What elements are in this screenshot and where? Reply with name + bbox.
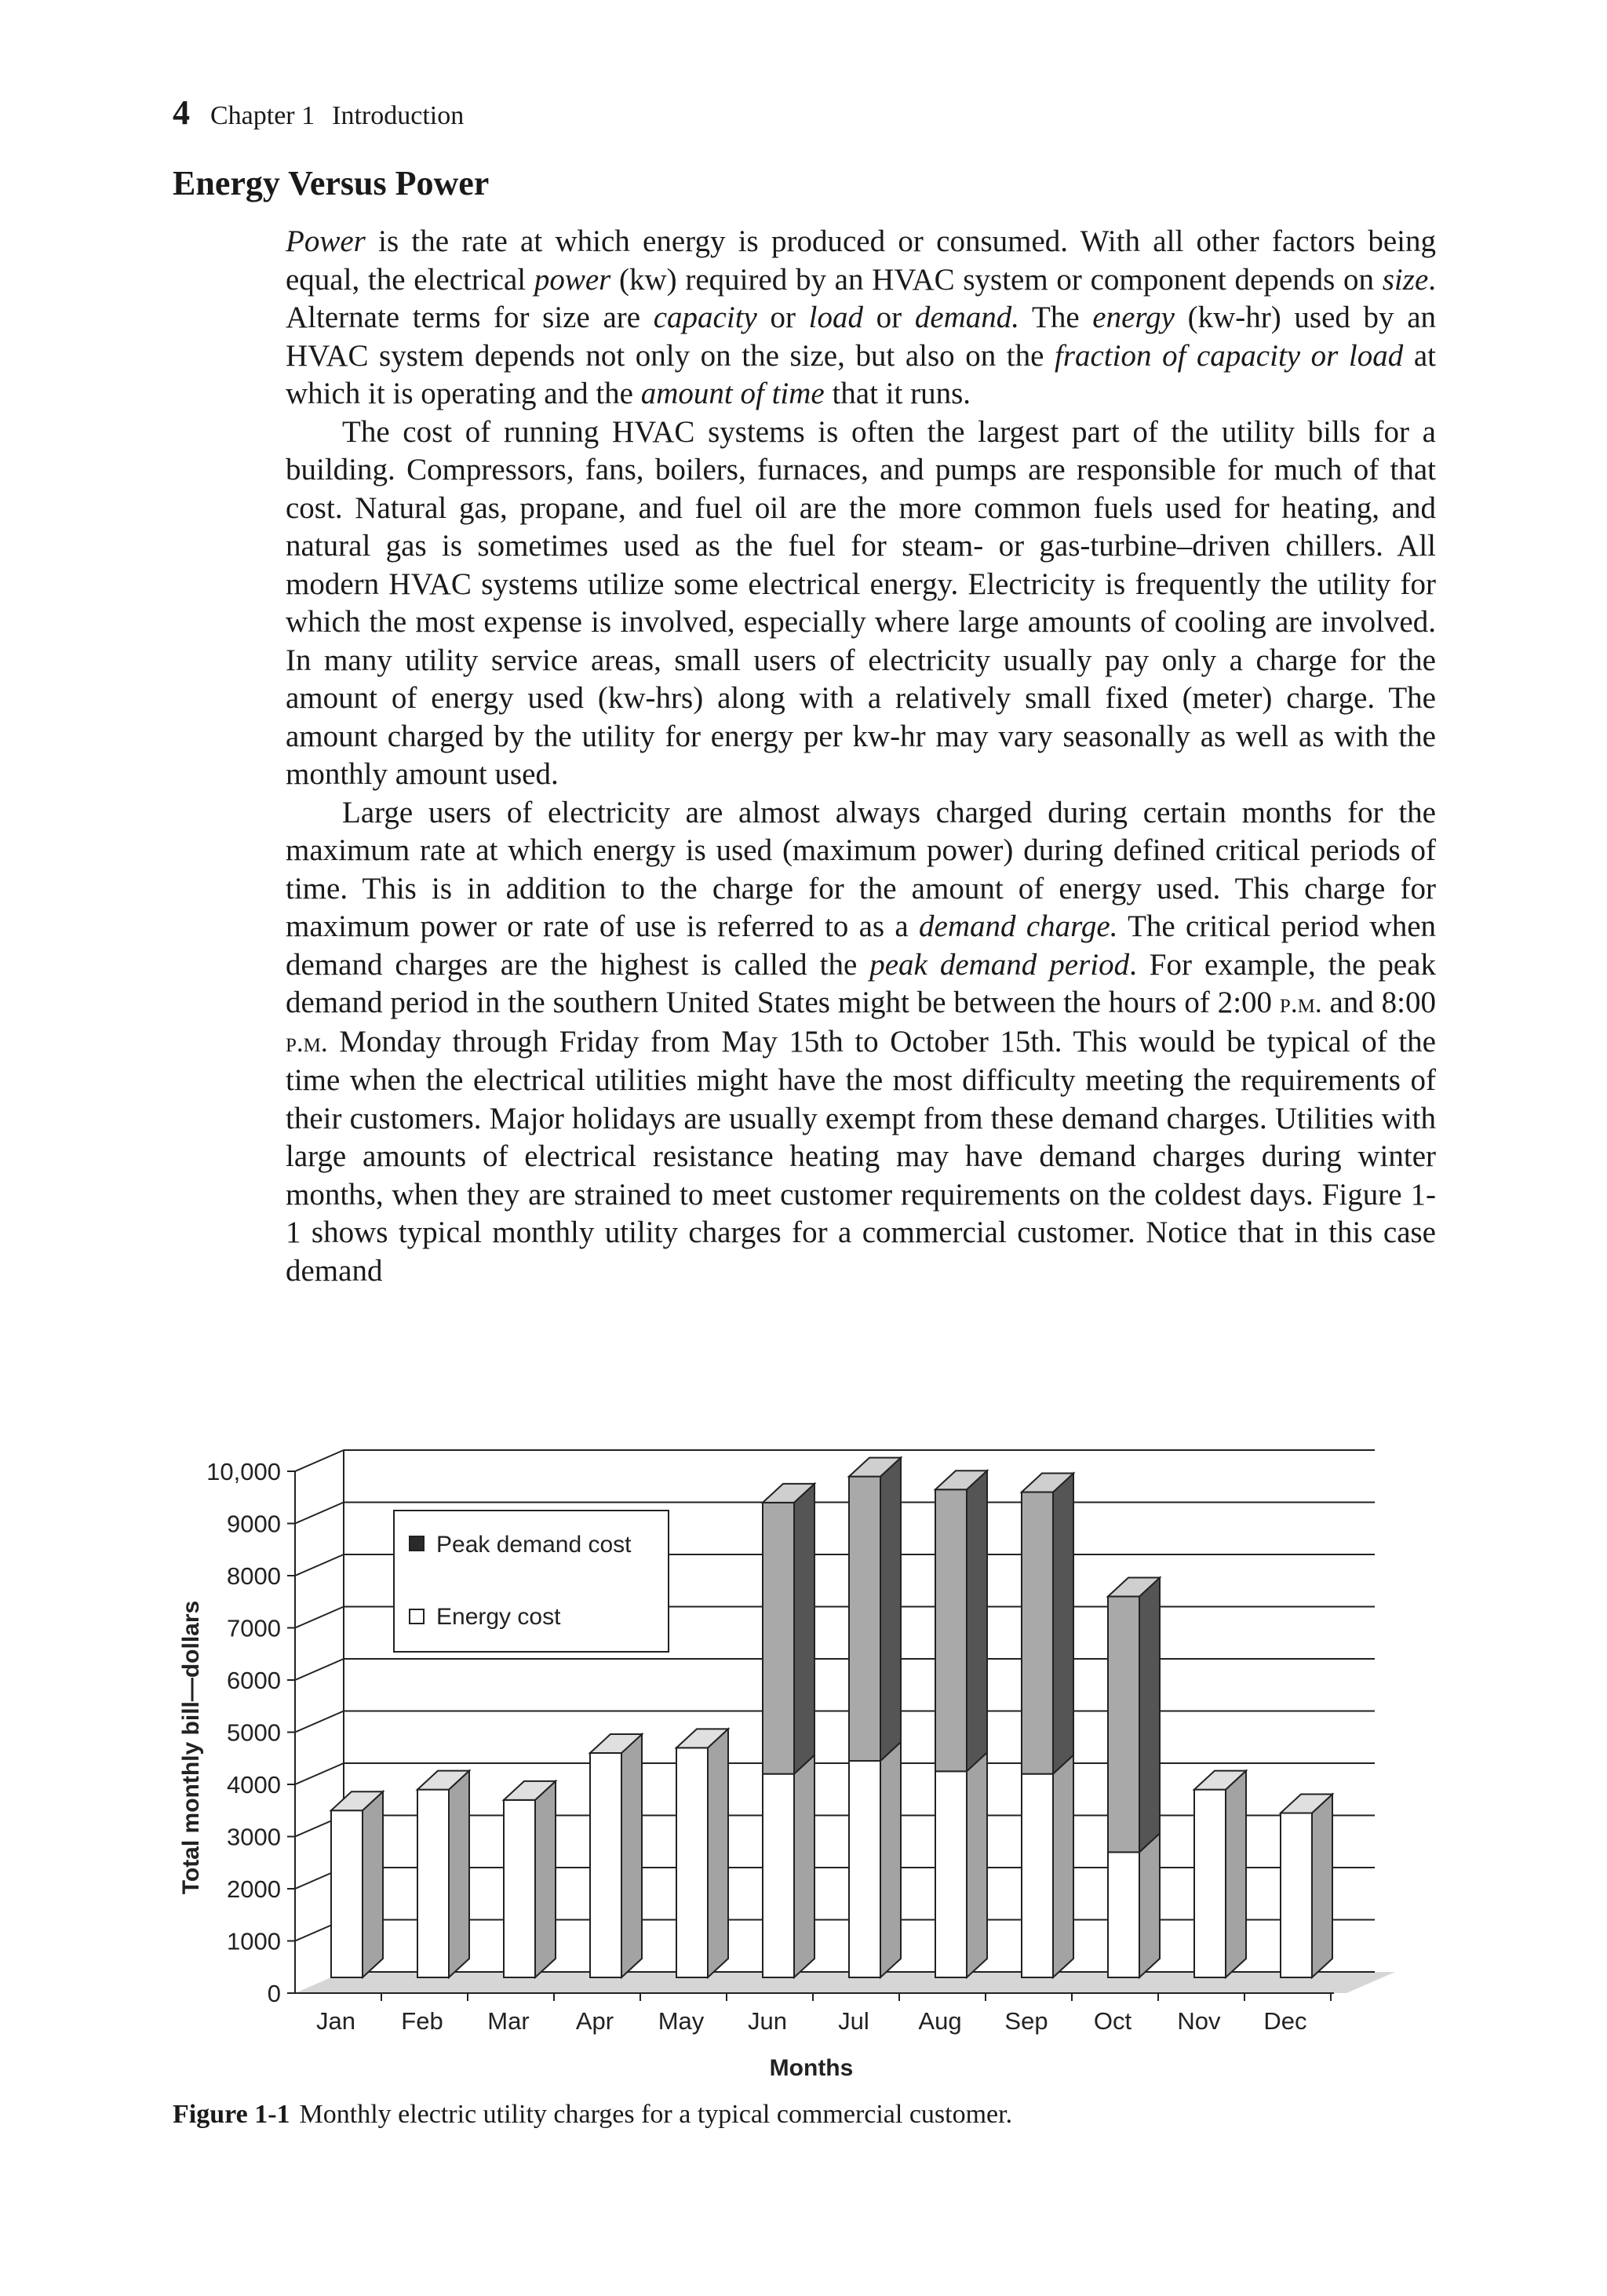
y-tick-label: 8000 [227,1562,281,1590]
y-tick-label: 3000 [227,1823,281,1851]
y-tick-label: 10,000 [206,1458,281,1485]
text-run: The critical period when demand charges are the highest is called the [286,909,1437,982]
text-run: that it runs. [824,377,971,410]
bar-demand-jul [849,1477,880,1761]
text-run: energy [1092,301,1175,334]
text-run: fraction of capacity or load [1055,338,1404,373]
x-tick-label: Dec [1263,2007,1307,2035]
bar-demand-sep [1022,1492,1053,1774]
text-run: capacity [653,301,757,334]
chapter-title: Introduction [332,101,465,130]
bar-energy-side [967,1752,987,1977]
bar-energy-mar [504,1800,535,1977]
body-text [286,223,1436,1290]
gridline-diagonal [295,1450,344,1471]
text-run: peak demand period [869,947,1130,982]
text-run: The [1019,301,1093,334]
x-tick-label: Sep [1004,2007,1048,2035]
bar-energy-side [794,1755,814,1977]
bar-demand-jun [763,1503,794,1774]
bar-demand-oct [1108,1597,1139,1853]
x-tick-label: Oct [1093,2007,1132,2035]
text-run: . Alternate terms for size are [286,262,1436,334]
section-title: Energy Versus Power [173,164,490,202]
text-run: (kw-hr) used by an HVAC system depends not only on the size, but also on the [286,301,1437,373]
y-tick-label: 1000 [227,1927,281,1955]
text-run: at which it is operating and the [286,338,1436,410]
text-run: size [1382,262,1429,297]
gridline-diagonal [295,1607,344,1628]
text-run: p.m. [1279,988,1322,1019]
x-tick-label: Apr [575,2007,614,2035]
bar-energy-jan [331,1810,363,1977]
text-run: . For example, the peak demand period in the southern United States might be between the hours of 2:00 [286,947,1436,1019]
bar-energy-apr [590,1753,621,1977]
x-tick-label: Feb [401,2007,443,2035]
text-run: p.m. [286,1026,328,1058]
bar-energy-jun [763,1774,794,1977]
page-number: 4 [173,93,190,132]
text-run: amount of time [640,377,825,410]
paragraph-1 [286,223,1436,414]
x-axis-title: Months [769,2055,854,2081]
bar-demand-side [880,1458,901,1761]
running-head [173,93,464,133]
x-tick-label: Aug [918,2007,962,2035]
bar-energy-jul [849,1761,880,1977]
bar-energy-sep [1022,1774,1053,1977]
bar-demand-side [1053,1474,1073,1774]
y-axis-title: Total monthly bill—dollars [178,1600,204,1895]
caption-text: Monthly electric utility charges for a typical commercial customer. [299,2100,1013,2129]
text-run: power [534,262,611,297]
x-tick-label: Jul [838,2007,869,2035]
legend-swatch-peak-demand [410,1536,424,1551]
chapter-label: Chapter 1 [210,101,315,130]
y-tick-label: 5000 [227,1718,281,1747]
text-run: Large users of electricity are almost always charged during certain months for the maximum rate at which energy is used (maximum power) during defined critical periods of time. This is in addition to the charge for the amount of energy used. This charge for maximum power or rate of use is referred to as a [286,795,1436,943]
paragraph-3 [286,794,1436,1291]
bar-energy-feb [417,1790,449,1977]
gridline-diagonal [295,1711,344,1733]
chart-floor [295,1972,1395,1993]
figure-1-1-chart [0,1397,1607,2095]
text-run: demand. [914,301,1020,334]
bar-energy-side [1312,1795,1332,1977]
text-run: is the rate at which energy is produced or consumed. With all other factors being equal, the electrical [286,224,1436,297]
y-tick-label: 4000 [227,1771,281,1799]
y-tick-label: 6000 [227,1667,281,1694]
x-tick-label: Jun [748,2007,787,2035]
y-tick-label: 2000 [227,1875,281,1903]
text-run: Power [286,224,366,258]
text-run: (kw) required by an HVAC system or component depends on [610,262,1383,297]
bar-demand-side [794,1484,814,1774]
text-run: demand charge. [919,909,1118,943]
bar-energy-side [535,1781,556,1977]
legend-swatch-energy [410,1609,424,1624]
text-run: The cost of running HVAC systems is often the largest part of the utility bills for a building. Compressors, fans, boilers, furnaces, and pumps are responsible for much of that cost. Natural gas, propane, and fuel oil are the more common fuels used for heating, and natural gas is sometimes used as the fuel for steam- or gas-turbine–driven chillers. All modern HVAC systems utilize some electrical energy. Electricity is frequently the utility for which the most expense is involved, especially where large amounts of cooling are involved. In many utility service areas, small users of electricity usually pay only a charge for the amount of energy used (kw-hrs) along with a relatively small fixed (meter) charge. The amount charged by the utility for energy per kw-hr may vary seasonally as well as with the monthly amount used. [286,414,1436,791]
x-tick-label: Nov [1177,2007,1221,2035]
text-run: or [863,301,915,334]
bar-energy-side [708,1729,728,1977]
caption-label: Figure 1-1 [173,2100,290,2129]
bar-energy-aug [935,1771,967,1977]
gridline-diagonal [295,1554,344,1576]
bar-demand-side [1139,1578,1160,1853]
bar-energy-side [449,1771,469,1977]
text-run: Monday through Friday from May 15th to October 15th. This would be typical of the time when the electrical utilities might have the most difficulty meeting the requirements of their customers. Major holidays are usually exempt from these demand charges. Utilities with large amounts of electrical resistance heating may have demand charges during winter months, when they are strained to meet customer requirements on the coldest days. Figure 1-1 shows typical monthly utility charges for a commercial customer. Notice that in this case demand [286,1024,1436,1288]
figure-caption [173,2100,1012,2130]
x-tick-label: May [658,2007,705,2035]
bar-demand-aug [935,1489,967,1771]
bar-energy-side [363,1791,383,1977]
text-run: load [808,301,863,334]
legend-label-energy: Energy cost [436,1604,561,1630]
gridline-diagonal [295,1503,344,1524]
bar-energy-dec [1281,1813,1312,1977]
y-tick-label: 9000 [227,1510,281,1538]
bar-energy-side [1053,1755,1073,1977]
x-tick-label: Jan [316,2007,355,2035]
bar-energy-side [880,1742,901,1977]
bar-demand-side [967,1471,987,1771]
gridline-diagonal [295,1659,344,1680]
bar-energy-side [1226,1771,1246,1977]
text-run: or [756,301,809,334]
y-tick-label: 7000 [227,1614,281,1642]
x-tick-label: Mar [487,2007,530,2035]
bar-energy-nov [1194,1790,1226,1977]
legend-label-peak-demand: Peak demand cost [436,1532,632,1558]
bar-energy-side [621,1734,642,1977]
bar-energy-may [676,1748,708,1977]
paragraph-2 [286,414,1436,794]
bar-energy-side [1139,1833,1160,1977]
text-run: and 8:00 [1321,986,1437,1019]
gridline-diagonal [295,1763,344,1784]
bar-energy-oct [1108,1852,1139,1977]
y-tick-label: 0 [267,1980,281,2007]
